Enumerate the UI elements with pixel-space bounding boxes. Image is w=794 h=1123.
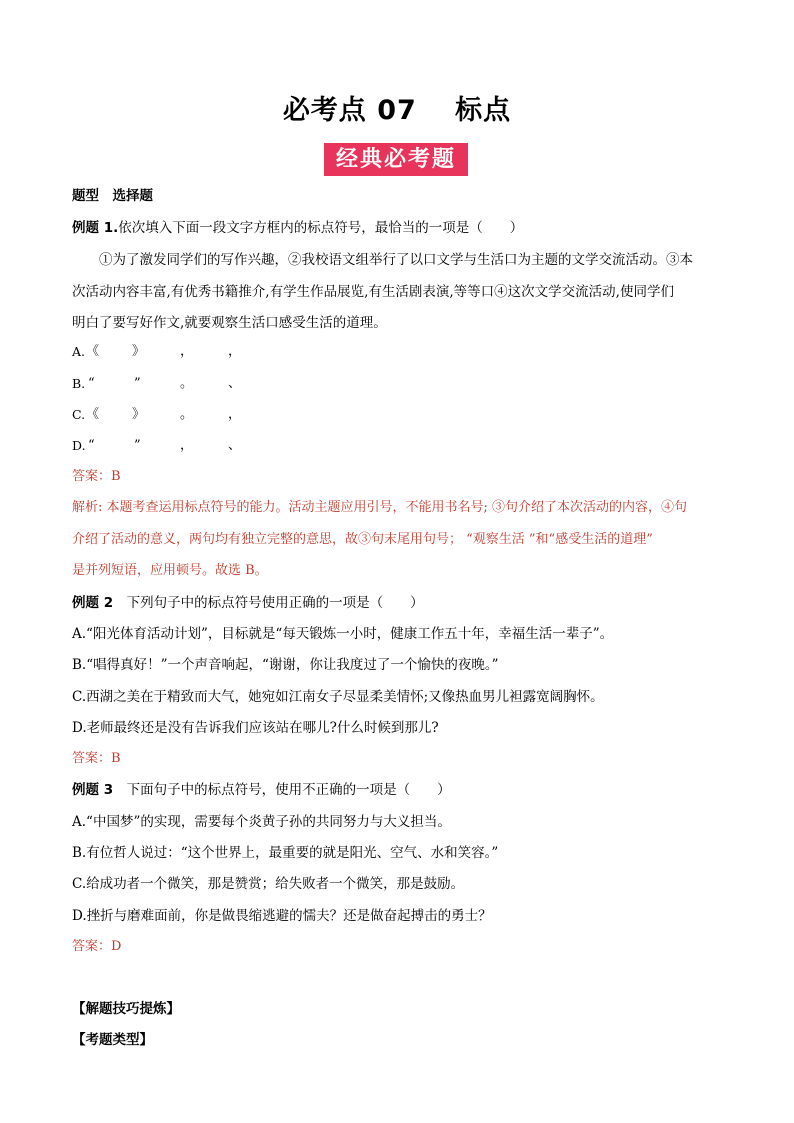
q3-label: 例题 3 (72, 782, 114, 798)
option-letter: D. (72, 438, 86, 453)
option-mark: 、 (228, 376, 242, 391)
q2-option-d: D.老师最终还是没有告诉我们应该站在哪儿?什么时候到那儿? (72, 720, 439, 736)
option-mark: ， (228, 344, 242, 359)
q2-option-a: A.“阳光体育活动计划”，目标就是“每天锻炼一小时，健康工作五十年，幸福生活一辈子”。 (72, 626, 614, 642)
option-letter: B. (72, 376, 86, 391)
q1-label: 例题 1. (72, 220, 119, 236)
option-mark: 》 (132, 344, 146, 359)
q2-stem-line (72, 593, 424, 613)
option-mark: ， (180, 438, 194, 453)
q2-label: 例题 2 (72, 595, 114, 611)
option-mark: 、 (228, 438, 242, 453)
q1-option-b (72, 374, 372, 394)
q3-option-d: D.挫折与磨难面前，你是做畏缩逃避的懦夫？还是做奋起搏击的勇士？ (72, 908, 492, 924)
q1-passage-line-2: 次活动内容丰富,有优秀书籍推介,有学生作品展览,有生活剧表演,等等口④这次文学交流活动,使同学们 (72, 284, 674, 300)
q2-option-b: B.“唱得真好！”一个声音响起，“谢谢，你让我度过了一个愉快的夜晚。” (72, 657, 499, 673)
option-mark: “ (88, 438, 95, 453)
option-mark: 》 (132, 407, 146, 422)
q2-stem: 下列句子中的标点符号使用正确的一项是（ ） (126, 595, 424, 611)
option-mark: 《 (86, 407, 100, 422)
q1-analysis-line-3: 是并列短语，应用顿号。故选 B。 (72, 563, 268, 578)
q1-answer: 答案：B (72, 469, 121, 484)
q3-option-c: C.给成功者一个微笑，那是赞赏；给失败者一个微笑，那是鼓励。 (72, 876, 465, 892)
classic-questions-badge: 经典必考题 (324, 143, 468, 176)
types-heading: 【考题类型】 (72, 1032, 153, 1048)
option-mark: 。 (180, 407, 194, 422)
q3-stem: 下面句子中的标点符号，使用不正确的一项是（ ） (126, 782, 451, 798)
option-mark: 。 (180, 376, 194, 391)
q1-option-c (72, 405, 372, 425)
option-mark: ” (134, 438, 141, 453)
q1-option-d (72, 436, 372, 456)
q1-stem-line (72, 218, 523, 238)
page-title: 必考点 07 标点 (282, 95, 512, 126)
option-mark: 《 (86, 344, 100, 359)
option-mark: ， (180, 344, 194, 359)
q1-passage-line-1: ①为了激发同学们的写作兴趣，②我校语文组举行了以口文学与生活口为主题的文学交流活动。③本 (72, 252, 693, 268)
q2-answer: 答案：B (72, 751, 121, 766)
option-letter: A. (72, 344, 86, 359)
option-letter: C. (72, 407, 86, 422)
q1-stem: 依次填入下面一段文字方框内的标点符号，最恰当的一项是（ ） (118, 220, 524, 236)
option-mark: ， (228, 407, 242, 422)
q1-analysis-line-1: 解析: 本题考查运用标点符号的能力。活动主题应用引号，不能用书名号; ③句介绍了本次活动的内容，④句 (72, 500, 688, 515)
option-mark: ” (134, 376, 141, 391)
section-type-heading: 题型 选择题 (72, 188, 153, 204)
tips-heading: 【解题技巧提炼】 (72, 1001, 180, 1017)
q3-answer: 答案：D (72, 939, 122, 954)
q1-option-a (72, 342, 372, 362)
q3-option-a: A.“中国梦”的实现，需要每个炎黄子孙的共同努力与大义担当。 (72, 814, 451, 830)
q1-analysis-line-2: 介绍了活动的意义，两句均有独立完整的意思，故③句末尾用句号； “观察生活 ”和“感受生活的道理” (72, 532, 653, 547)
option-mark: “ (88, 376, 95, 391)
q2-option-c: C.西湖之美在于精致而大气，她宛如江南女子尽显柔美情怀;又像热血男儿袒露宽阔胸怀。 (72, 689, 604, 705)
q3-option-b: B.有位哲人说过：“这个世界上，最重要的就是阳光、空气、水和笑容。” (72, 845, 499, 861)
q3-stem-line (72, 780, 451, 800)
q1-passage-line-3: 明白了要写好作文,就要观察生活口感受生活的道理。 (72, 315, 387, 331)
